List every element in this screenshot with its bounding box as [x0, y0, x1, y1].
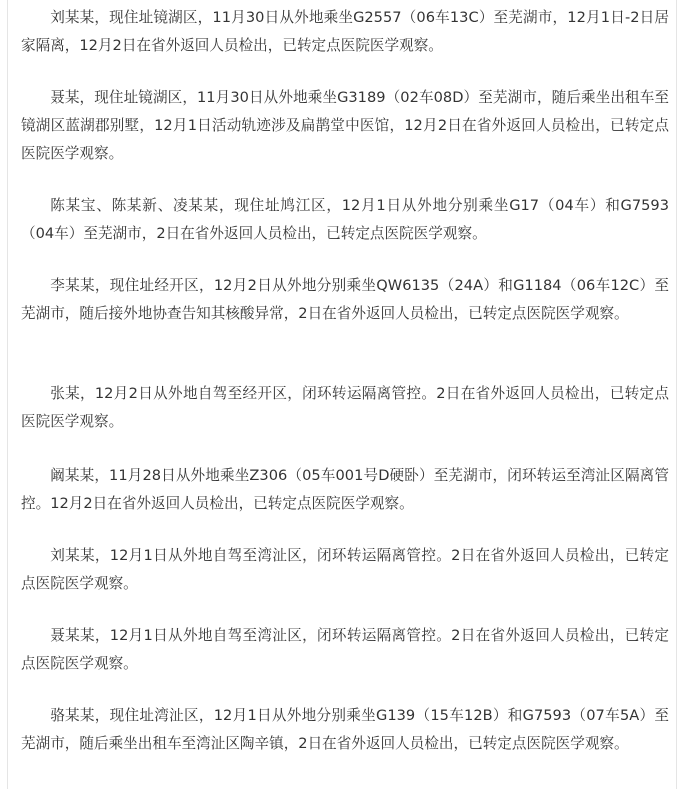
case-paragraph-7: 刘某某，12月1日从外地自驾至湾沚区，闭环转运隔离管控。2日在省外返回人员检出，已转定点医院医学观察。	[21, 547, 669, 592]
case-paragraph-2: 聂某，现住址镜湖区，11月30日从外地乘坐G3189（02车08D）至芜湖市，随后乘坐出租车至镜湖区蓝湖郡别墅，12月1日活动轨迹涉及扁鹊堂中医馆，12月2日在省外返回人员检出，已转定点医院医学观察。	[21, 89, 669, 162]
case-paragraph-9: 骆某某，现住址湾沚区，12月1日从外地分别乘坐G139（15车12B）和G7593（07车5A）至芜湖市，随后乘坐出租车至湾沚区陶辛镇，2日在省外返回人员检出，已转定点医院医学观察。	[21, 707, 669, 752]
case-paragraph-1: 刘某某，现住址镜湖区，11月30日从外地乘坐G2557（06车13C）至芜湖市，12月1日-2日居家隔离，12月2日在省外返回人员检出，已转定点医院医学观察。	[21, 9, 669, 54]
case-paragraph-3: 陈某宝、陈某新、凌某某，现住址鸠江区，12月1日从外地分别乘坐G17（04车）和G7593（04车）至芜湖市，2日在省外返回人员检出，已转定点医院医学观察。	[21, 197, 669, 242]
case-paragraph-4: 李某某，现住址经开区，12月2日从外地分别乘坐QW6135（24A）和G1184（06车12C）至芜湖市，随后接外地协查告知其核酸异常，2日在省外返回人员检出，已转定点医院医学观察。	[21, 277, 669, 322]
case-paragraph-8: 聂某某，12月1日从外地自驾至湾沚区，闭环转运隔离管控。2日在省外返回人员检出，已转定点医院医学观察。	[21, 627, 669, 672]
case-paragraph-6: 阚某某，11月28日从外地乘坐Z306（05车001号D硬卧）至芜湖市，闭环转运至湾沚区隔离管控。12月2日在省外返回人员检出，已转定点医院医学观察。	[21, 467, 669, 512]
article-body	[7, 0, 677, 789]
case-paragraph-5: 张某，12月2日从外地自驾至经开区，闭环转运隔离管控。2日在省外返回人员检出，已转定点医院医学观察。	[21, 385, 669, 430]
